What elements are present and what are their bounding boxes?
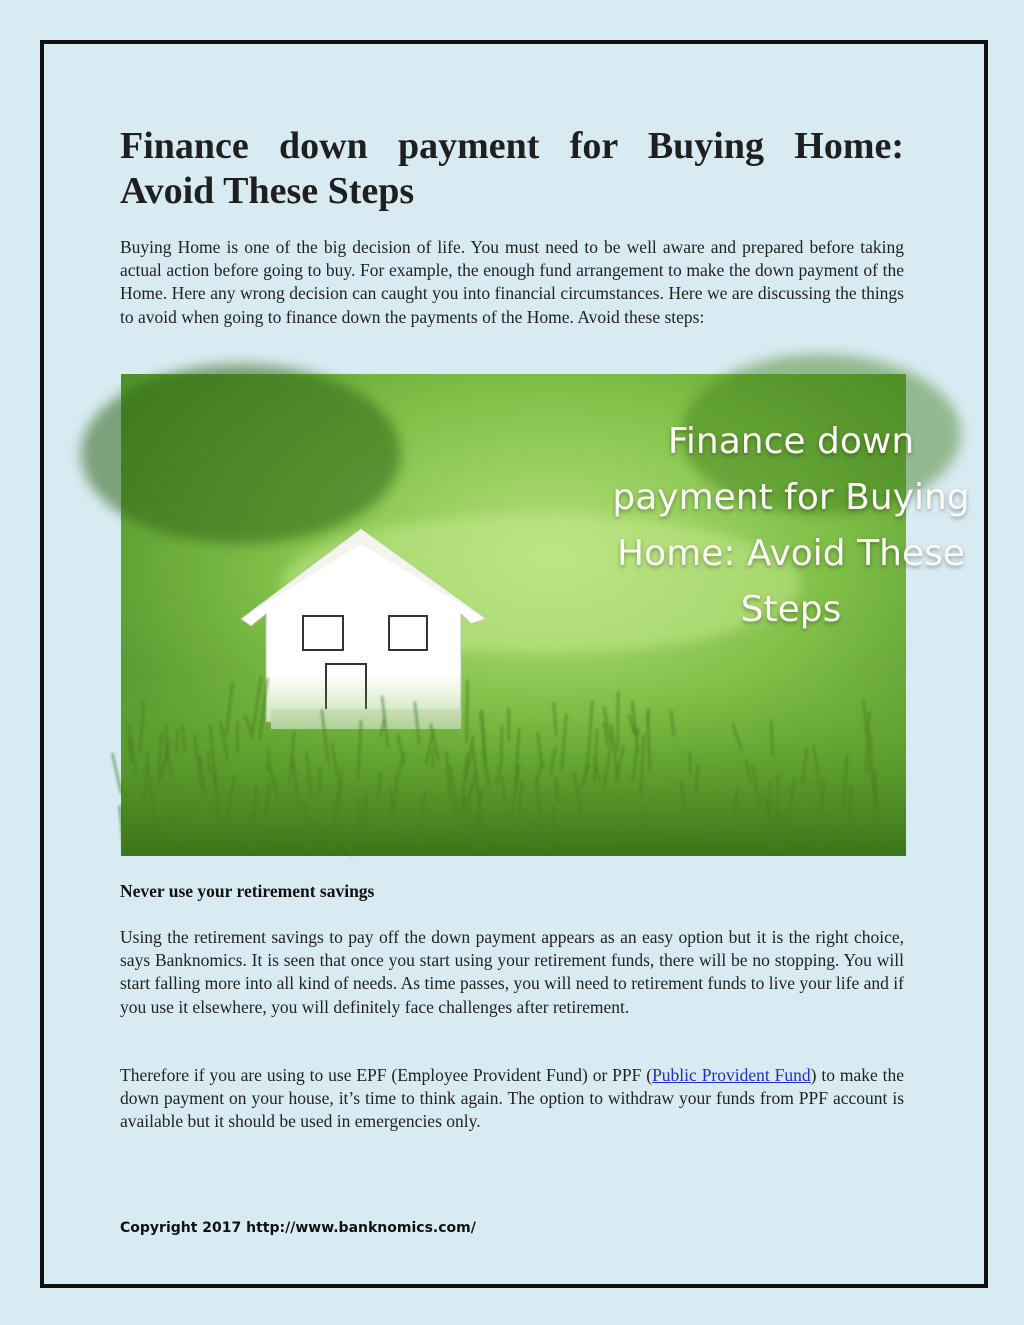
grass-blade bbox=[464, 796, 465, 836]
copyright-footer: Copyright 2017 http://www.banknomics.com/ bbox=[120, 1220, 476, 1236]
hero-caption-line: Steps bbox=[740, 589, 842, 630]
epf-text-before-link: Therefore if you are using to use EPF (Employee Provident Fund) or PPF ( bbox=[120, 1065, 653, 1085]
hero-caption-line: Home: Avoid These bbox=[617, 533, 965, 574]
grass-blade bbox=[166, 723, 167, 765]
hero-image bbox=[121, 374, 970, 856]
retirement-paragraph: Using the retirement savings to pay off the down payment appears as an easy option but it is the right choice, says Banknomics. It is seen that once you start using your retirement funds, there will be no stopping. You will start falling more into all kind of needs. As time passes, you will need to retirement funds to live your life and if you use it elsewhere, you will definitely face challenges after retirement. bbox=[120, 927, 904, 1017]
epf-text-after-link: ) to make the down payment on your house, it’s time to think again. The option to withdraw your funds from PPF account is available but it should be used in emergencies only. bbox=[120, 1065, 905, 1132]
grass-blade bbox=[467, 679, 468, 743]
intro-paragraph: Buying Home is one of the big decision of life. You must need to be well aware and prepared before taking actual action before going to buy. For example, the enough fund arrangement to make the down payment of the Home. Here any wrong decision can caught you into financial circumstances. Here we are discussing the things to avoid when going to finance down the payments of the Home. Avoid these steps: bbox=[120, 237, 904, 327]
public-provident-fund-link[interactable]: Public Provident Fund bbox=[652, 1065, 811, 1085]
grass-blade bbox=[432, 749, 433, 769]
grass-blade bbox=[391, 787, 392, 811]
hero-caption-line: Finance down bbox=[667, 421, 915, 462]
article-title bbox=[120, 124, 904, 214]
hero-caption-line: payment for Buying bbox=[612, 477, 970, 518]
section-heading: Never use your retirement savings bbox=[120, 881, 375, 901]
hero-caption bbox=[591, 414, 991, 638]
title-line-2: Avoid These Steps bbox=[120, 170, 415, 212]
epf-paragraph bbox=[120, 1064, 904, 1134]
title-line-1: Finance down payment for Buying Home: bbox=[120, 125, 904, 167]
grass-blade bbox=[618, 691, 619, 752]
